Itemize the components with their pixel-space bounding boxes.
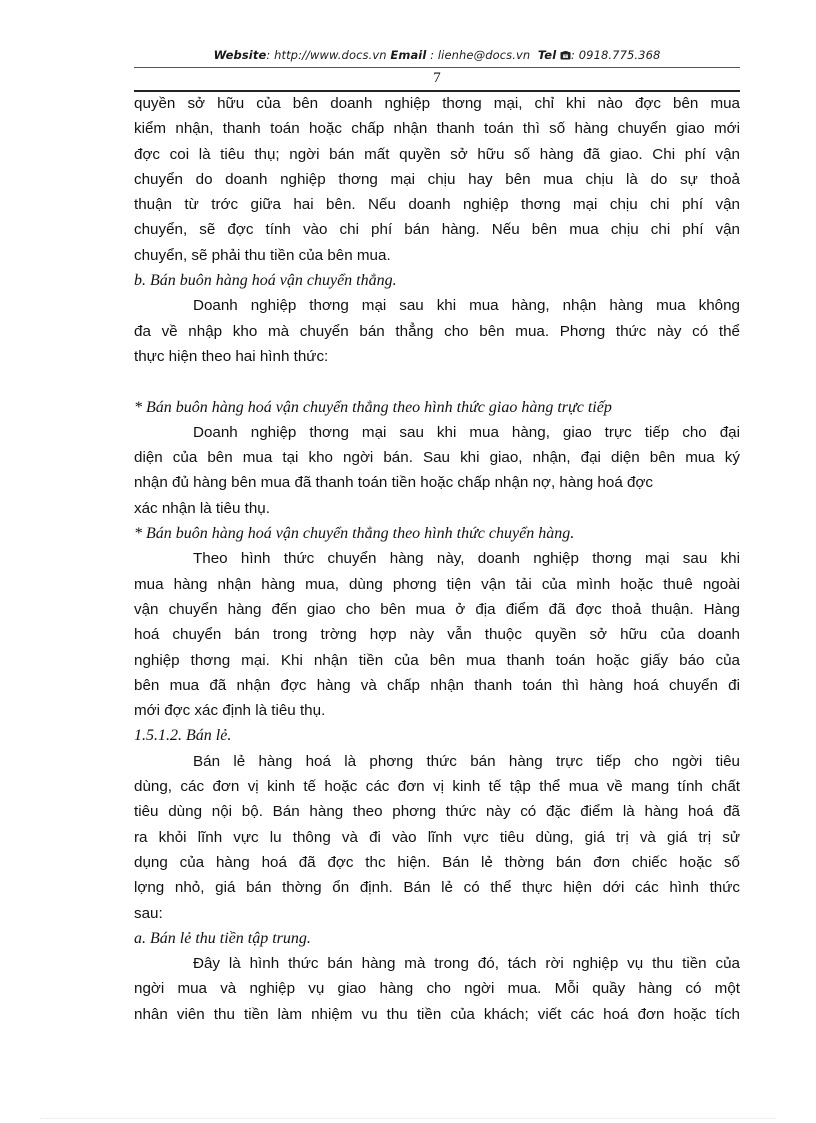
website-value: : http://www.docs.vn (266, 48, 387, 62)
text-line: Bán lẻ hàng hoá là phơng thức bán hàng trực tiếp cho ngời tiêu (193, 752, 740, 770)
email-value: : lienhe@docs.vn (430, 48, 531, 62)
text-line: ra khỏi lĩnh vực lu thông và đi vào lĩnh vực tiêu dùng, giá trị và giá trị sử (134, 828, 740, 846)
text-line: bên mua đã nhận đợc hàng và chấp nhận thanh toán thì hàng hoá chuyển đi (134, 676, 740, 694)
text-line: Doanh nghiệp thơng mại sau khi mua hàng, nhận hàng mua không (193, 297, 740, 315)
section-heading: b. Bán buôn hàng hoá vận chuyển thẳng. (134, 272, 397, 290)
section-heading: * Bán buôn hàng hoá vận chuyển thẳng theo hình thức giao hàng trực tiếp (134, 398, 612, 416)
text-line: sau: (134, 904, 163, 922)
text-line: quyền sở hữu của bên doanh nghiệp thơng mại, chỉ khi nào đợc bên mua (134, 95, 740, 112)
page-header (134, 48, 740, 62)
text-line: vận chuyển hàng đến giao cho bên mua ở địa điểm đã đợc thoả thuận. Hàng (134, 600, 740, 618)
text-line: hoá chuyển bán trong trờng hợp này vẫn thuộc quyền sở hữu của doanh (134, 626, 740, 644)
tel-label: Tel (537, 48, 557, 62)
text-line: dụng của hàng hoá đã đợc thc hiện. Bán lẻ thờng bán đơn chiếc hoặc số (134, 853, 740, 871)
text-line: mua hàng nhận hàng mua, dùng phơng tiện vận tải của mình hoặc thuê ngoài (134, 575, 740, 593)
text-line: đa về nhập kho mà chuyển bán thẳng cho bên mua. Phơng thức này có thể (134, 322, 740, 340)
document-body (134, 91, 740, 1027)
section-heading: * Bán buôn hàng hoá vận chuyển thẳng theo hình thức chuyển hàng. (134, 525, 575, 543)
text-line: tiêu dùng nội bộ. Bán hàng theo phơng thức này có đặc điểm là hàng hoá đã (134, 803, 740, 821)
text-line: thực hiện theo hai hình thức: (134, 347, 329, 365)
text-line: Đây là hình thức bán hàng mà trong đó, tách rời nghiệp vụ thu tiền của (193, 955, 740, 973)
text-line: mới đợc xác định là tiêu thụ. (134, 702, 326, 720)
text-line: nhận đủ hàng bên mua đã thanh toán tiền hoặc chấp nhận nợ, hàng hoá đợc (134, 474, 653, 492)
section-heading: 1.5.1.2. Bán lẻ. (134, 727, 232, 745)
text-line: đợc coi là tiêu thụ; ngời bán mất quyền sở hữu số hàng đã giao. Chi phí vận (134, 145, 740, 163)
text-line: dùng, các đơn vị kinh tế hoặc các đơn vị kinh tế tập thể mua về mang tính chất (134, 778, 740, 796)
blank-line (134, 369, 740, 394)
header-rule-top (134, 67, 740, 68)
text-line: chuyển, sẽ đợc tính vào chi phí bán hàng. Nếu bên mua chịu chi phí vận (134, 221, 740, 239)
text-line: diện của bên mua tại kho ngời bán. Sau khi giao, nhận, đại diện bên mua ký (134, 449, 740, 467)
text-line: thuận từ trớc giữa hai bên. Nếu doanh nghiệp thơng mại chịu chi phí vận (134, 196, 740, 214)
tel-value: : 0918.775.368 (571, 48, 661, 62)
text-line: chuyển do doanh nghiệp thơng mại chịu hay bên mua chịu là do sự thoả (134, 170, 740, 188)
page-number: 7 (433, 70, 441, 86)
website-label: Website (213, 48, 267, 62)
text-line: kiểm nhận, thanh toán hoặc chấp nhận thanh toán thì số hàng chuyển giao mới (134, 120, 740, 138)
text-line: lợng nhỏ, giá bán thờng ổn định. Bán lẻ có thể thực hiện dới các hình thức (134, 879, 740, 897)
text-line: chuyển, sẽ phải thu tiền của bên mua. (134, 246, 391, 264)
text-line: xác nhận là tiêu thụ. (134, 499, 270, 517)
text-line: ngời mua và nghiệp vụ giao hàng cho ngời mua. Mỗi quầy hàng có một (134, 980, 740, 998)
phone-icon (560, 50, 571, 60)
text-line: Doanh nghiệp thơng mại sau khi mua hàng, giao trực tiếp cho đại (193, 423, 740, 441)
section-heading: a. Bán lẻ thu tiền tập trung. (134, 929, 311, 947)
page-footer-divider (40, 1118, 776, 1119)
email-label: Email (390, 48, 427, 62)
text-line: Theo hình thức chuyển hàng này, doanh nghiệp thơng mại sau khi (193, 550, 740, 568)
text-line: nghiệp thơng mại. Khi nhận tiền của bên mua thanh toán hoặc giấy báo của (134, 651, 740, 669)
text-line: nhân viên thu tiền làm nhiệm vu thu tiền của khách; viết các hoá đơn hoặc tích (134, 1005, 740, 1023)
